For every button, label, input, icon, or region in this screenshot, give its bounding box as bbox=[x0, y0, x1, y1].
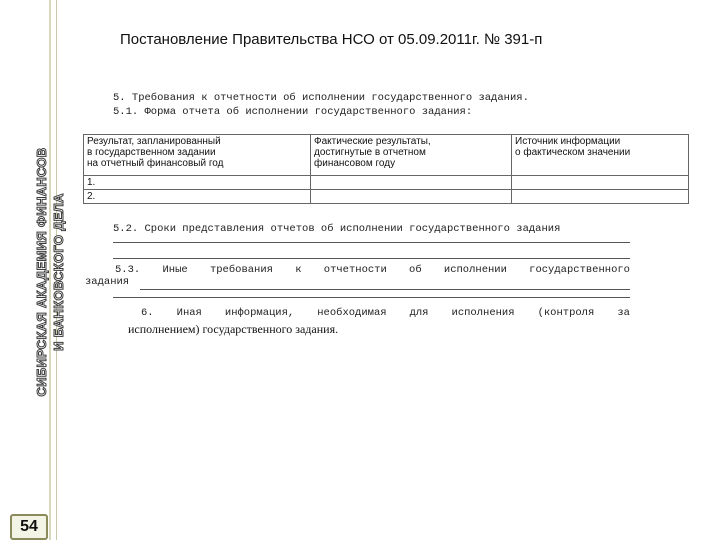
word: 5.3. bbox=[115, 264, 141, 276]
word: об bbox=[409, 264, 422, 276]
word: необходимая bbox=[317, 307, 387, 319]
sidebar bbox=[0, 0, 66, 540]
table-cell bbox=[512, 190, 689, 204]
org-name-line1: СИБИРСКАЯ АКАДЕМИЯ ФИНАНСОВ bbox=[34, 147, 49, 397]
page-number: 54 bbox=[10, 514, 48, 540]
doc-line-5-3-continuation: задания bbox=[85, 276, 130, 288]
report-form-table bbox=[83, 134, 689, 204]
header-text: достигнутые в отчетном bbox=[314, 147, 426, 158]
word: Иная bbox=[176, 307, 202, 319]
slide-title: Постановление Правительства НСО от 05.09.2011г. № 391-п bbox=[120, 31, 543, 48]
header-cell-planned bbox=[84, 135, 311, 176]
word: отчетности bbox=[323, 264, 387, 276]
header-text: Фактические результаты, bbox=[314, 136, 431, 147]
word: к bbox=[295, 264, 302, 276]
header-cell-actual bbox=[311, 135, 512, 176]
doc-line-5-1: 5.1. Форма отчета об исполнении государственного задания: bbox=[113, 106, 473, 118]
word: требования bbox=[209, 264, 273, 276]
doc-line-6-words bbox=[123, 307, 630, 319]
header-cell-source bbox=[512, 135, 689, 176]
table-cell bbox=[311, 190, 512, 204]
table-header-row bbox=[84, 135, 689, 176]
fill-in-line bbox=[140, 289, 630, 290]
word: исполнения bbox=[451, 307, 515, 319]
org-name-line2: И БАНКОВСКОГО ДЕЛА bbox=[51, 193, 66, 351]
word: Иные bbox=[162, 264, 188, 276]
header-text: на отчетный финансовый год bbox=[87, 158, 224, 169]
header-text: о фактическом значении bbox=[515, 147, 631, 158]
table-cell bbox=[311, 176, 512, 190]
doc-line-5-2: 5.2. Сроки представления отчетов об исполнении государственного задания bbox=[113, 223, 561, 235]
table-row bbox=[84, 190, 689, 204]
word: 6. bbox=[141, 307, 154, 319]
doc-line-5-3-words bbox=[85, 264, 630, 276]
word: для bbox=[409, 307, 429, 319]
fill-in-line bbox=[113, 242, 630, 243]
table-cell bbox=[512, 176, 689, 190]
header-text: финансовом году bbox=[314, 158, 396, 169]
word: за bbox=[617, 307, 630, 319]
doc-line-5-3 bbox=[85, 264, 630, 288]
row-number-cell: 2. bbox=[84, 190, 311, 204]
org-name bbox=[33, 47, 77, 497]
doc-line-5: 5. Требования к отчетности об исполнении государственного задания. bbox=[113, 92, 529, 104]
word: исполнении bbox=[443, 264, 507, 276]
header-text: в государственном задании bbox=[87, 147, 216, 158]
doc-line-6-continuation: исполнением) государственного задания. bbox=[128, 322, 339, 336]
word: (контроля bbox=[537, 307, 595, 319]
doc-line-6 bbox=[123, 307, 630, 319]
header-text: Результат, запланированный bbox=[87, 136, 221, 147]
word: информация, bbox=[224, 307, 295, 319]
row-number-cell: 1. bbox=[84, 176, 311, 190]
word: государственного bbox=[529, 264, 630, 276]
table-row bbox=[84, 176, 689, 190]
fill-in-line bbox=[113, 258, 630, 259]
header-text: Источник информации bbox=[515, 136, 621, 147]
fill-in-line bbox=[113, 297, 630, 298]
